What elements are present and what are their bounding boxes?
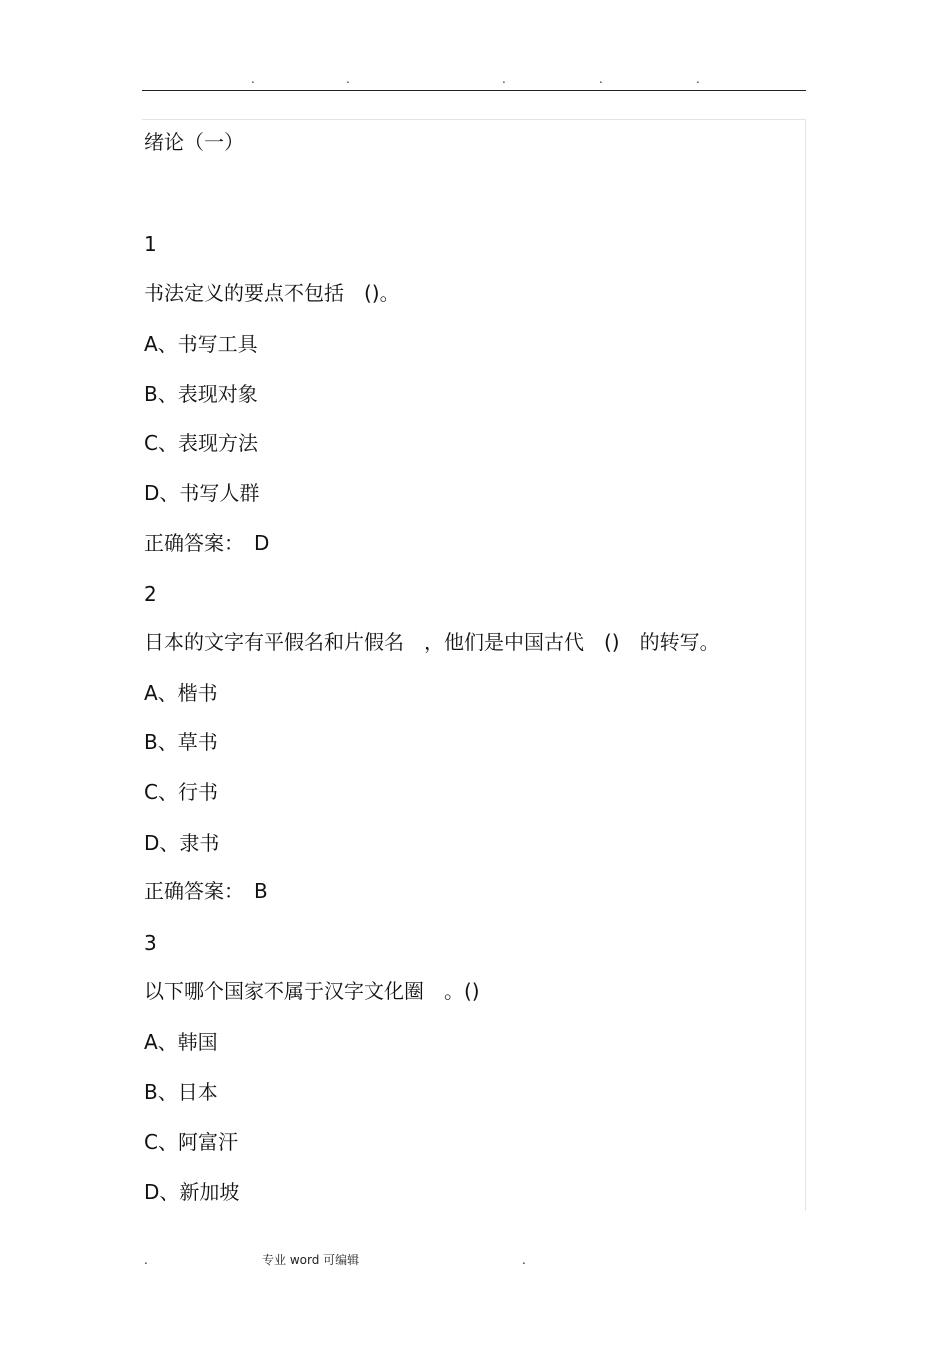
question-option: B、草书: [144, 730, 218, 754]
question-answer: 正确答案： B: [144, 879, 268, 903]
question-option: B、日本: [144, 1080, 218, 1104]
question-option: B、表现对象: [144, 382, 258, 406]
header-dot: .: [696, 72, 700, 86]
page-header-dots: [0, 70, 950, 88]
question-number: 3: [144, 931, 157, 955]
question-text: 书法定义的要点不包括 ()。: [144, 281, 400, 305]
question-answer: 正确答案： D: [144, 531, 270, 555]
question-text: 以下哪个国家不属于汉字文化圈 。(): [144, 979, 480, 1003]
footer-label: 专业 word 可编辑: [262, 1253, 360, 1267]
section-title: 绪论（一）: [144, 130, 244, 154]
question-number: 1: [144, 232, 157, 256]
question-option: A、书写工具: [144, 332, 258, 356]
question-option: C、表现方法: [144, 431, 258, 455]
question-option: A、楷书: [144, 681, 218, 705]
header-divider: [142, 90, 806, 91]
page-footer: [0, 1250, 950, 1270]
header-dot: .: [599, 72, 603, 86]
footer-dot: .: [144, 1253, 148, 1267]
footer-dot: .: [522, 1253, 526, 1267]
header-dot: .: [251, 72, 255, 86]
question-option: D、隶书: [144, 831, 220, 855]
question-option: C、阿富汗: [144, 1130, 238, 1154]
question-text: 日本的文字有平假名和片假名 ，他们是中国古代 () 的转写。: [144, 630, 720, 654]
header-dot: .: [502, 72, 506, 86]
question-option: D、书写人群: [144, 481, 260, 505]
question-option: A、韩国: [144, 1030, 218, 1054]
question-option: C、行书: [144, 780, 218, 804]
header-dot: .: [346, 72, 350, 86]
question-option: D、新加坡: [144, 1180, 240, 1204]
question-number: 2: [144, 582, 157, 606]
